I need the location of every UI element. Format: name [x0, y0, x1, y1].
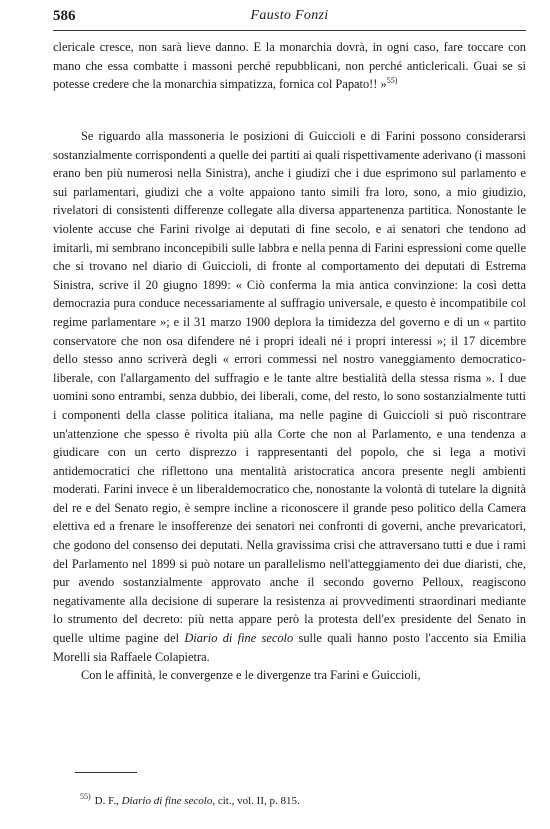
- diary-title: Diario di fine secolo: [184, 631, 294, 646]
- header-rule: [53, 30, 526, 31]
- footnote-citation: , cit., vol. II, p. 815.: [212, 795, 300, 807]
- page-header: [53, 8, 526, 30]
- quote-text: clericale cresce, non sarà lieve danno. E la monarchia dovrà, in ogni caso, fare toccare con mano che essa combatte i massoni perché repubblicani, non perché anticlericali. Guai se si potesse credere che la monarchia simpatizza, fornica col Papato!! »: [53, 40, 526, 92]
- body-paragraph-2: Con le affinità, le convergenze e le divergenze tra Farini e Guiccioli,: [81, 668, 421, 683]
- footnote: [80, 792, 300, 807]
- quote-paragraph: [53, 38, 526, 94]
- running-title: Fausto Fonzi: [250, 8, 329, 23]
- page-number: 586: [53, 8, 76, 24]
- footnote-title: Diario di fine secolo: [121, 795, 213, 807]
- footnote-author: D. F.,: [94, 795, 122, 807]
- footnote-number: 55): [80, 792, 91, 802]
- quote-continuation: [53, 38, 526, 94]
- paragraph-1-text: Se riguardo alla massoneria le posizioni di Guiccioli e di Farini possono considerarsi sostanzialmente corrispondenti a quelle dei partiti ai quali rispettivamente aderivano (i massoni erano ben più numerosi nella Sinistra), anche i giudizi che i due esprimono sul parlamento e sui parlamentari, giudizi che a volte appaiono tanto simili fra loro, sono, a mio giudizio, rivelatori di consistenti differenze collegate alla diversa appartenenza partitica. Nonostante le violente accuse che Farini rivolge ai deputati di fine secolo, e ai senatori che tendono ad imitarli, mi sembrano inconcepibili sulle labbra e nella penna di Farini espressioni come quelle che si trovano nel diario di Guiccioli, di fronte al comportamento dei deputati di Estrema Sinistra, scrive il 20 giugno 1899: « Ciò conferma la mia antica convinzione: la così detta democrazia pura conduce necessariamente al suffragio universale, e questo è incompatibile col regime parlamentare »; e il 31 marzo 1900 deplora la timidezza del governo e di un « partito conservatore che non osa difendere né i propri ideali né i propri interessi »; il 17 dicembre dello stesso anno scriverà degli « errori commessi nel nostro vaneggiamento democratico-liberale, con l'allargamento del suffragio e le tante altre bestialità della stessa risma ». I due uomini sono entrambi, senza dubbio, dei liberali, come, del resto, lo sono sostanzialmente tutti i componenti della classe politica italiana, ma nelle pagine di Guiccioli si può riscontrare un'attenzione che spesso è rivolta più alla Corte che non al Parlamento, e una tendenza a giudicare con un certo disprezzo i rappresentanti del popolo, che si lega a motivi antidemocratici che riflettono una mentalità aristocratica ancora presente negli ambienti moderati. Farini invece è un liberaldemocratico che, nonostante la volontà di tutelare la dignità del re e del Senato regio, è sempre incline a riconoscere il grande peso politico della Camera elettiva ed a frenare le insofferenze dei senatori nei confronti di governi, anche prevaricatori, che godono del consenso dei deputati. Nella gravissima crisi che attraversano tutti e due i rami del Parlamento nel 1899 si può notare un parallelismo nell'atteggiamento dei due diaristi, che, pur avendo sostanzialmente approvato anche il secondo governo Pelloux, reagiscono negativamente alla decisione di superare la resistenza ai provvedimenti straordinari mediante lo strumento del decreto: più netta appare però la protesta dell'ex presidente del Senato in quelle ultime pagine del: [53, 129, 526, 646]
- body-paragraph-1: [53, 127, 526, 666]
- body-text: [53, 127, 526, 685]
- footnote-reference: 55): [386, 76, 398, 86]
- paragraph-1-ending: sulle quali hanno posto l'accento sia Emilia Morelli sia Raffaele Colapietra.: [53, 631, 526, 664]
- footnote-rule: [75, 772, 137, 773]
